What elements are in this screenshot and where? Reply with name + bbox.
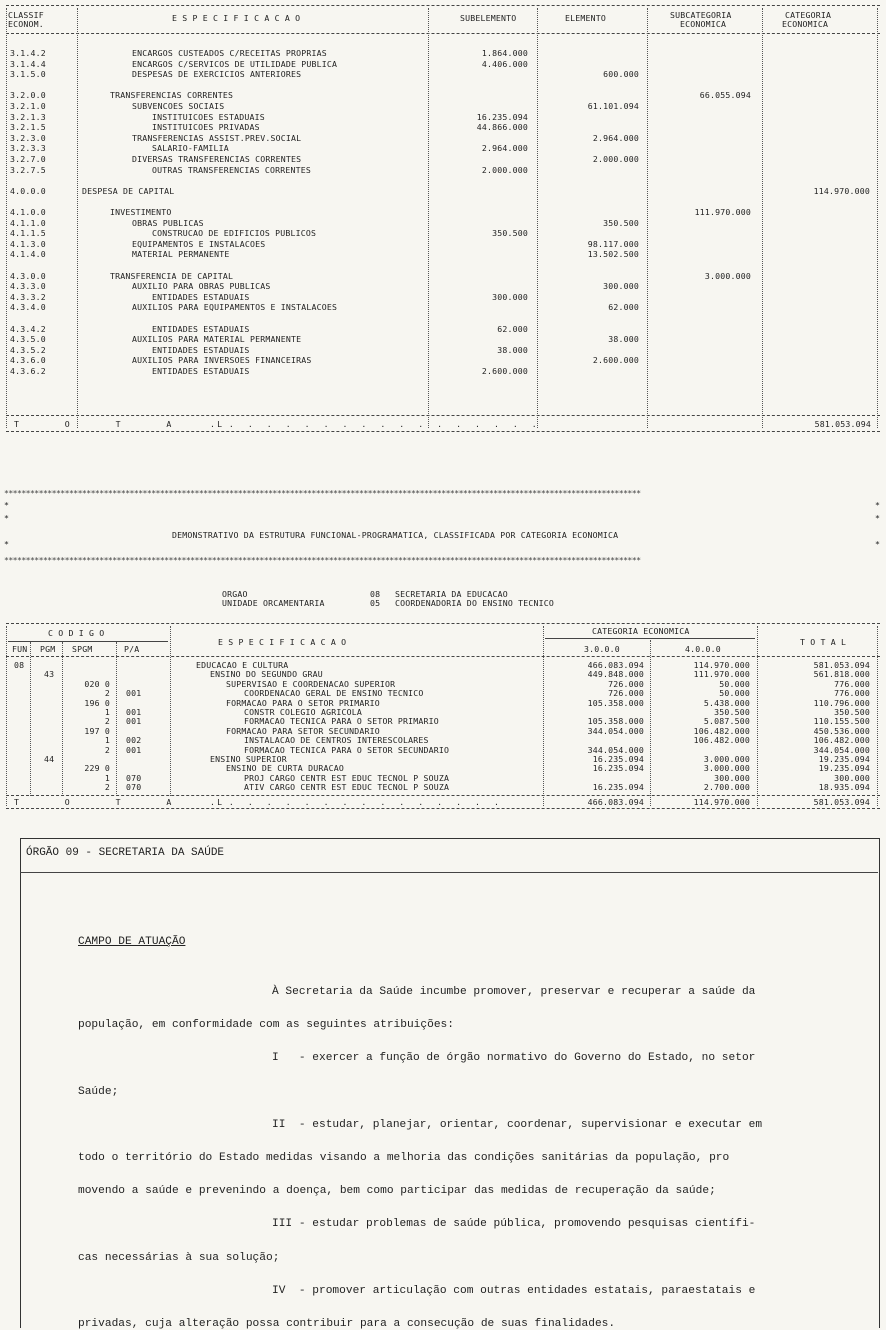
row-desc: ENSINO SUPERIOR [210,754,287,764]
row-subcategoria: 66.055.094 [699,90,751,101]
row-4000: 50.000 [719,688,750,699]
row-code: 3.2.1.3 [10,111,46,122]
row-desc: TRANSFERENCIAS ASSIST.PREV.SOCIAL [132,132,302,143]
row-pa: 001 [126,744,142,755]
row-code: 4.1.1.0 [10,217,46,228]
row-code: 4.3.3.2 [10,291,46,302]
row-total: 776.000 [834,678,870,689]
row-subcategoria: 3.000.000 [704,270,751,281]
row-desc: FORMACAO TECNICA PARA O SETOR SECUNDARIO [244,744,450,755]
row-desc: PROJ CARGO CENTR EST EDUC TECNOL P SOUZA [244,772,450,783]
row-desc: INVESTIMENTO [110,207,172,217]
saude-header: ÓRGÃO 09 - SECRETARIA DA SAÚDE [26,847,225,859]
row-desc: ENSINO DO SEGUNDO GRAU [210,669,323,680]
row-subelemento: 2.600.000 [481,366,528,376]
row-total: 18.935.094 [818,782,870,793]
row-elemento: 62.000 [608,302,639,313]
row-desc: CONSTRUCAO DE EDIFICIOS PUBLICOS [152,228,317,239]
row-desc: OUTRAS TRANSFERENCIAS CORRENTES [152,164,312,175]
row-elemento: 600.000 [603,69,639,80]
banner-star: * [875,500,881,510]
row-code: 4.1.0.0 [10,207,46,217]
row-total: 350.500 [834,707,870,717]
row-4000: 3.000.000 [703,763,750,774]
row-desc: DESPESAS DE EXERCICIOS ANTERIORES [132,69,302,80]
row-desc: FORMACAO TECNICA PARA O SETOR PRIMARIO [244,716,439,727]
row-code: 4.3.4.2 [10,323,46,334]
paragraph-line: II - estudar, planejar, orientar, coordenar, supervisionar e executar em [272,1118,763,1131]
row-total: 581.053.094 [813,660,870,670]
campo-atuacao-title: CAMPO DE ATUAÇÃO [78,936,186,948]
banner-border-top: *************************************************************************************************************************************************** [4,489,641,498]
row-spgm: 196 0 [84,697,110,708]
row-spgm: 197 0 [84,725,110,736]
row-total: 110.796.000 [813,697,870,708]
row-code: 4.1.1.5 [10,228,46,239]
row-subelemento: 38.000 [497,344,528,355]
top-total-value: 581.053.094 [814,419,871,429]
row-subelemento: 350.500 [492,228,528,239]
row-4000: 350.500 [714,707,750,717]
row-pa: 001 [126,688,142,699]
row-code: 4.3.3.0 [10,281,46,292]
banner-star: * [875,513,881,523]
paragraph-line: I - exercer a função de órgão normativo do Governo do Estado, no setor [272,1052,756,1065]
row-3000: 449.848.000 [587,669,644,680]
row-code: 3.2.0.0 [10,90,46,101]
banner-star: * [4,500,10,510]
row-spgm: 1 [104,707,110,717]
row-total: 19.235.094 [818,754,870,764]
prog-total-4000: 114.970.000 [693,797,750,807]
row-total: 300.000 [834,772,870,783]
banner-border-bottom: *************************************************************************************************************************************************** [4,556,641,565]
row-desc: AUXILIOS PARA INVERSOES FINANCEIRAS [132,355,312,366]
row-subelemento: 1.864.000 [481,48,528,58]
row-pa: 070 [126,772,142,783]
row-code: 3.1.4.4 [10,58,46,69]
row-4000: 5.438.000 [703,697,750,708]
orgao-label: ORGAO [222,589,248,599]
row-3000: 16.235.094 [592,754,644,764]
banner-star: * [4,539,10,549]
row-code: 4.3.5.2 [10,344,46,355]
unidade-name: COORDENADORIA DO ENSINO TECNICO [395,598,555,608]
paragraph-line: privadas, cuja alteração possa contribuir para a consecução de suas finalidades. [78,1318,616,1330]
unidade-label: UNIDADE ORCAMENTARIA [222,598,325,608]
row-subcategoria: 111.970.000 [694,207,751,217]
header-categoria-1: CATEGORIA [785,10,832,20]
prog-total-3000: 466.083.094 [587,797,644,807]
row-3000: 726.000 [608,678,644,689]
row-elemento: 13.502.500 [587,249,639,260]
row-desc: AUXILIO PARA OBRAS PUBLICAS [132,281,271,292]
orgao-name: SECRETARIA DA EDUCACAO [395,589,508,599]
row-4000: 2.700.000 [703,782,750,793]
row-desc: TRANSFERENCIAS CORRENTES [110,90,234,101]
banner-star: * [875,539,881,549]
row-3000: 105.358.000 [587,716,644,727]
row-3000: 466.083.094 [587,660,644,670]
header-4000: 4.0.0.0 [685,644,721,654]
row-desc: INSTALACAO DE CENTROS INTERESCOLARES [244,735,429,746]
row-total: 344.054.000 [813,744,870,755]
row-desc: TRANSFERENCIA DE CAPITAL [110,270,234,281]
row-4000: 114.970.000 [693,660,750,670]
row-code: 4.0.0.0 [10,185,46,196]
row-subelemento: 44.866.000 [476,122,528,133]
row-code: 4.3.4.0 [10,302,46,313]
row-total: 561.818.000 [813,669,870,680]
header-codigo: C O D I G O [48,628,105,638]
row-desc: SUPERVISAO E COORDENACAO SUPERIOR [226,678,396,689]
header-classif-1: CLASSIF [8,10,44,20]
row-elemento: 2.600.000 [592,355,639,366]
row-desc: FORMACAO PARA SETOR SECUNDARIO [226,725,380,736]
row-total: 19.235.094 [818,763,870,774]
row-4000: 300.000 [714,772,750,783]
banner-title: DEMONSTRATIVO DA ESTRUTURA FUNCIONAL-PROGRAMATICA, CLASSIFICADA POR CATEGORIA ECONOMICA [172,530,619,540]
row-desc: INSTITUICOES PRIVADAS [152,122,260,133]
row-pa: 001 [126,716,142,727]
header-categoria-2: ECONOMICA [782,19,829,29]
row-spgm: 229 0 [84,763,110,774]
header-especificacao-2: E S P E C I F I C A C A O [218,637,347,647]
row-elemento: 61.101.094 [587,101,639,111]
row-code: 3.2.1.0 [10,101,46,111]
row-4000: 106.482.000 [693,725,750,736]
paragraph-line: IV - promover articulação com outras entidades estatais, paraestatais e [272,1284,756,1297]
row-elemento: 300.000 [603,281,639,292]
paragraph-line: movendo a saúde e prevenindo a doença, bem como participar das medidas de recuperação da saúde; [78,1185,716,1198]
banner-star: * [4,513,10,523]
row-subelemento: 300.000 [492,291,528,302]
row-4000: 5.087.500 [703,716,750,727]
row-elemento: 2.000.000 [592,154,639,164]
row-code: 3.1.4.2 [10,48,46,58]
row-desc: AUXILIOS PARA EQUIPAMENTOS E INSTALACOES [132,302,338,313]
row-pgm: 44 [44,754,55,764]
header-subcategoria-1: SUBCATEGORIA [670,10,732,20]
row-desc: CONSTR COLEGIO AGRICOLA [244,707,362,717]
row-desc: ENTIDADES ESTADUAIS [152,344,250,355]
row-code: 3.2.3.0 [10,132,46,143]
prog-total-value: 581.053.094 [813,797,870,807]
top-total-dots: .................. [210,419,551,429]
row-desc: MATERIAL PERMANENTE [132,249,230,260]
row-total: 776.000 [834,688,870,699]
row-elemento: 2.964.000 [592,132,639,143]
row-total: 106.482.000 [813,735,870,746]
top-total-label: T O T A L [14,419,235,429]
row-code: 3.2.3.3 [10,143,46,154]
row-3000: 344.054.000 [587,744,644,755]
row-desc: ENTIDADES ESTADUAIS [152,323,250,334]
row-spgm: 020 0 [84,678,110,689]
row-4000: 111.970.000 [693,669,750,680]
row-total: 450.536.000 [813,725,870,736]
row-code: 4.3.5.0 [10,334,46,345]
row-total: 110.155.500 [813,716,870,727]
paragraph-line: cas necessárias à sua solução; [78,1251,280,1264]
row-code: 3.2.7.5 [10,164,46,175]
row-desc: DIVERSAS TRANSFERENCIAS CORRENTES [132,154,302,164]
row-code: 4.1.3.0 [10,238,46,249]
row-desc: OBRAS PUBLICAS [132,217,204,228]
unidade-code: 05 [370,598,381,608]
row-desc: ENCARGOS C/SERVICOS DE UTILIDADE PUBLICA [132,58,338,69]
prog-total-label: T O T A L [14,797,235,807]
paragraph-line: todo o território do Estado medidas visando a melhoria das condições sanitárias da população, pro [78,1152,730,1164]
row-desc: ENSINO DE CURTA DURACAO [226,763,344,774]
row-pa: 070 [126,782,142,793]
row-pa: 001 [126,707,142,717]
row-4000: 50.000 [719,678,750,689]
paragraph-line: III - estudar problemas de saúde pública, promovendo pesquisas científi- [272,1218,756,1231]
row-code: 4.3.0.0 [10,270,46,281]
row-pa: 002 [126,735,142,746]
row-desc: ENTIDADES ESTADUAIS [152,366,250,376]
header-fun: FUN [12,644,28,654]
row-desc: FORMACAO PARA O SETOR PRIMARIO [226,697,380,708]
row-subelemento: 16.235.094 [476,111,528,122]
row-code: 4.3.6.0 [10,355,46,366]
row-desc: SALARIO-FAMILIA [152,143,229,154]
header-subcategoria-2: ECONOMICA [680,19,727,29]
row-4000: 106.482.000 [693,735,750,746]
row-desc: ATIV CARGO CENTR EST EDUC TECNOL P SOUZA [244,782,450,793]
header-categoria-economica: CATEGORIA ECONOMICA [592,626,690,636]
row-pgm: 43 [44,669,55,680]
row-elemento: 350.500 [603,217,639,228]
row-4000: 3.000.000 [703,754,750,764]
row-desc: AUXILIOS PARA MATERIAL PERMANENTE [132,334,302,345]
row-3000: 16.235.094 [592,782,644,793]
header-3000: 3.0.0.0 [584,644,620,654]
row-3000: 16.235.094 [592,763,644,774]
row-fun: 08 [14,660,25,670]
row-desc: ENCARGOS CUSTEADOS C/RECEITAS PROPRIAS [132,48,327,58]
row-subelemento: 62.000 [497,323,528,334]
paragraph-line: À Secretaria da Saúde incumbe promover, preservar e recuperar a saúde da [272,986,756,998]
row-code: 3.1.5.0 [10,69,46,80]
row-spgm: 2 [104,716,110,727]
header-subelemento: SUBELEMENTO [460,13,517,23]
row-spgm: 1 [104,772,110,783]
row-desc: COORDENACAO GERAL DE ENSINO TECNICO [244,688,424,699]
row-3000: 105.358.000 [587,697,644,708]
paragraph-line: Saúde; [78,1085,119,1098]
row-desc: EQUIPAMENTOS E INSTALACOES [132,238,266,249]
header-total: T O T A L [800,637,847,647]
row-code: 3.2.7.0 [10,154,46,164]
row-spgm: 2 [104,744,110,755]
row-3000: 726.000 [608,688,644,699]
row-spgm: 1 [104,735,110,746]
row-elemento: 38.000 [608,334,639,345]
row-desc: ENTIDADES ESTADUAIS [152,291,250,302]
orgao-code: 08 [370,589,381,599]
row-subelemento: 4.406.000 [481,58,528,69]
header-classif-2: ECONOM. [8,19,44,29]
row-spgm: 2 [104,782,110,793]
header-pgm: PGM [40,644,56,654]
row-code: 4.3.6.2 [10,366,46,376]
row-desc: SUBVENCOES SOCIAIS [132,101,225,111]
row-3000: 344.054.000 [587,725,644,736]
row-code: 3.2.1.5 [10,122,46,133]
row-elemento: 98.117.000 [587,238,639,249]
row-desc: DESPESA DE CAPITAL [82,185,175,196]
row-subelemento: 2.964.000 [481,143,528,154]
row-desc: EDUCACAO E CULTURA [196,660,289,670]
row-code: 4.1.4.0 [10,249,46,260]
header-elemento: ELEMENTO [565,13,607,23]
header-especificacao: E S P E C I F I C A C A O [172,13,301,23]
row-categoria: 114.970.000 [813,185,870,196]
row-desc: INSTITUICOES ESTADUAIS [152,111,265,122]
header-spgm: SPGM [72,644,93,654]
row-subelemento: 2.000.000 [481,164,528,175]
paragraph-line: população, em conformidade com as seguintes atribuições: [78,1019,454,1032]
row-spgm: 2 [104,688,110,699]
prog-total-dots: ................ [210,797,513,807]
header-pa: P/A [124,644,140,654]
